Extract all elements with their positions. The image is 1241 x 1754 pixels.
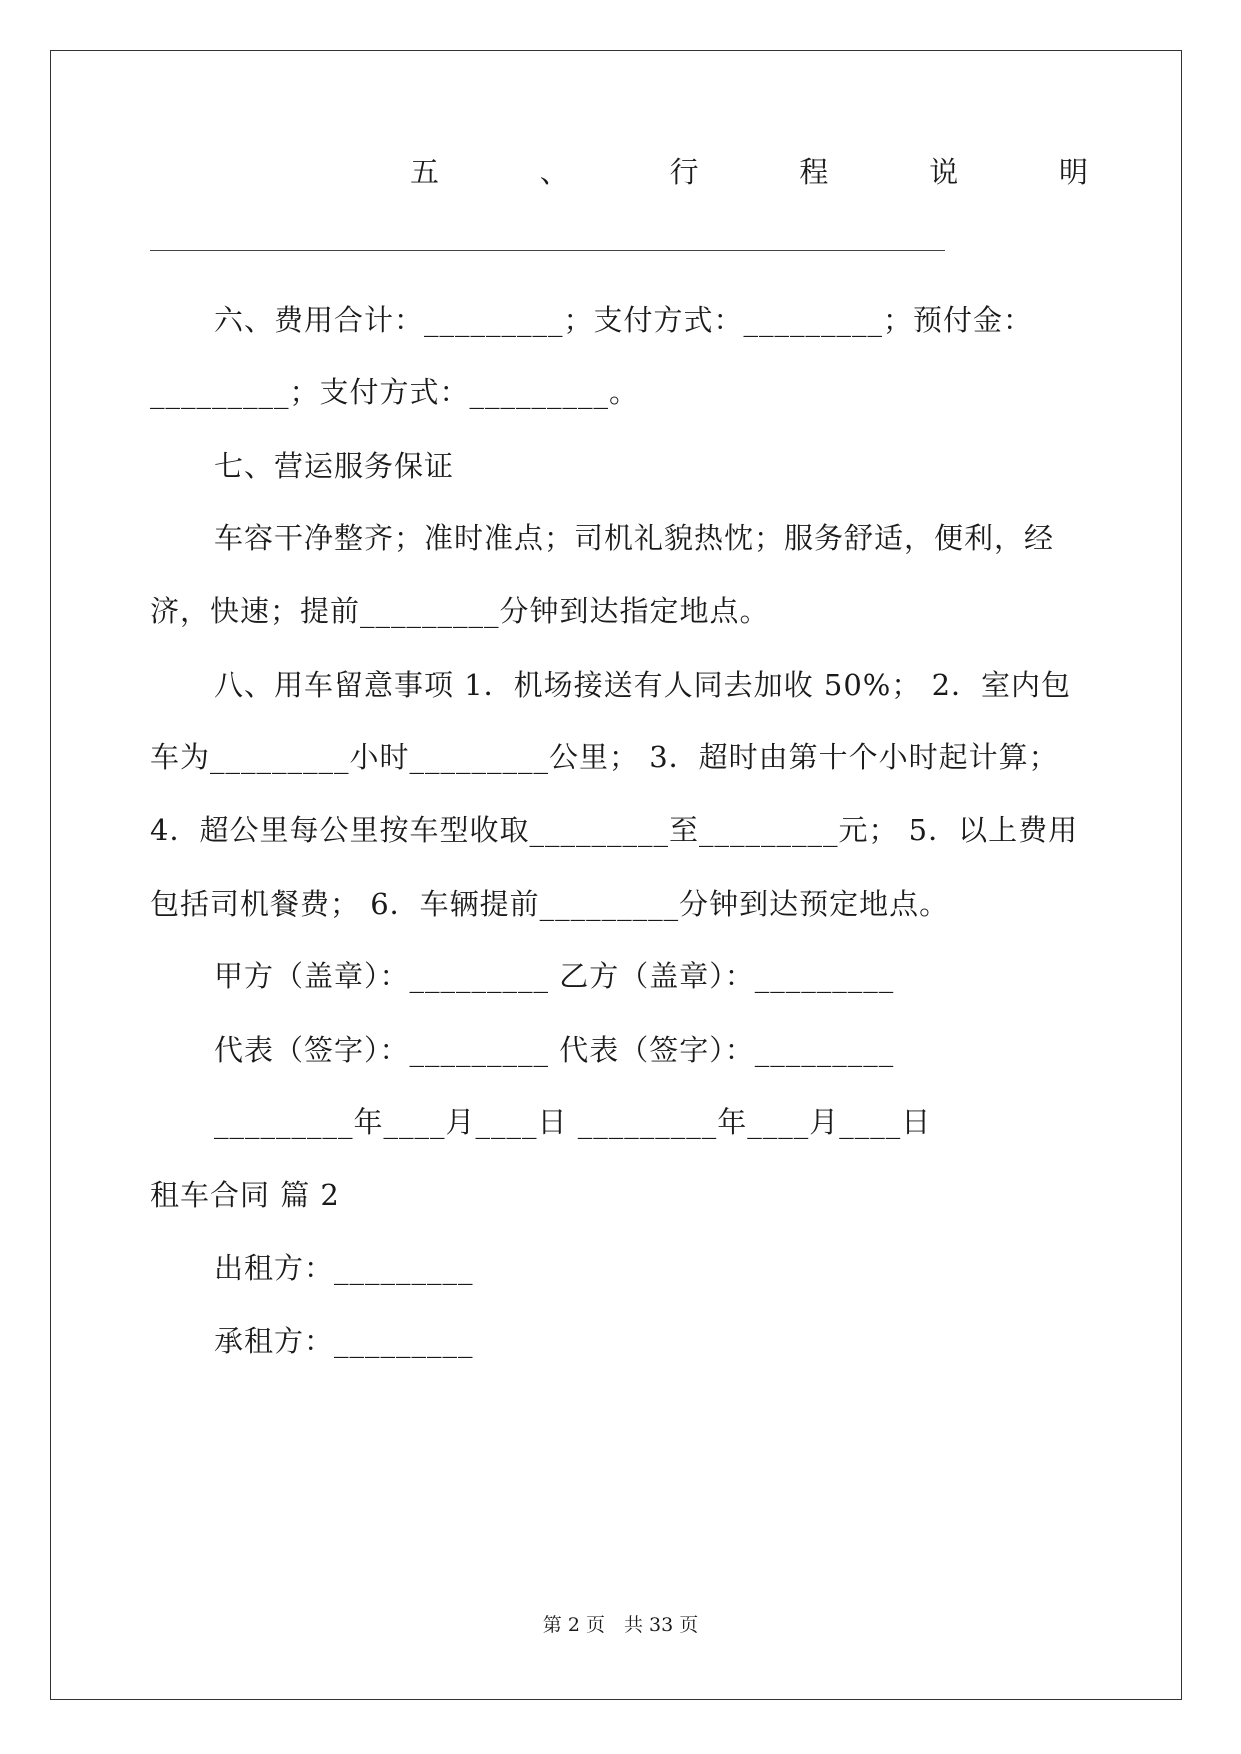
- lessee-line: 承租方：_________: [214, 1324, 474, 1358]
- section-7-heading: 七、营运服务保证: [214, 449, 455, 483]
- heading-char: 说: [929, 155, 959, 189]
- heading-char: 明: [1058, 155, 1088, 189]
- section-8-line-2: 车为_________小时_________公里； 3．超时由第十个小时起计算；: [150, 740, 1059, 774]
- date-line: _________年____月____日 _________年____月____日: [214, 1105, 932, 1139]
- representative-signature-line: 代表（签字）：_________ 代表（签字）：_________: [214, 1033, 895, 1067]
- party-seal-line: 甲方（盖章）：_________ 乙方（盖章）：_________: [214, 959, 895, 993]
- heading-char: 程: [799, 155, 829, 189]
- heading-char: 行: [669, 155, 699, 189]
- payment-line: _________；支付方式：_________。: [150, 375, 640, 409]
- section-8-line-4: 包括司机餐费； 6．车辆提前_________分钟到达预定地点。: [150, 887, 950, 921]
- service-guarantee-line-1: 车容干净整齐；准时准点；司机礼貌热忱；服务舒适，便利，经: [214, 521, 1055, 555]
- page-frame: [50, 50, 1182, 1700]
- section-5-heading: [410, 152, 1088, 192]
- cost-total-line: 六、费用合计：_________；支付方式：_________；预付金：: [214, 303, 1034, 337]
- heading-char: 五: [410, 155, 440, 189]
- section-8-line-1: 八、用车留意事项 1．机场接送有人同去加收 50%； 2．室内包: [214, 668, 1072, 702]
- page-number-footer: 第 2 页 共 33 页: [542, 1614, 699, 1636]
- lessor-line: 出租方：_________: [214, 1251, 474, 1285]
- heading-char: 、: [539, 155, 569, 189]
- service-guarantee-line-2: 济，快速；提前_________分钟到达指定地点。: [150, 594, 770, 628]
- section-8-line-3: 4．超公里每公里按车型收取_________至_________元； 5．以上费用: [150, 813, 1079, 847]
- itinerary-blank-line: [150, 250, 945, 251]
- contract-2-title: 租车合同 篇 2: [150, 1178, 340, 1212]
